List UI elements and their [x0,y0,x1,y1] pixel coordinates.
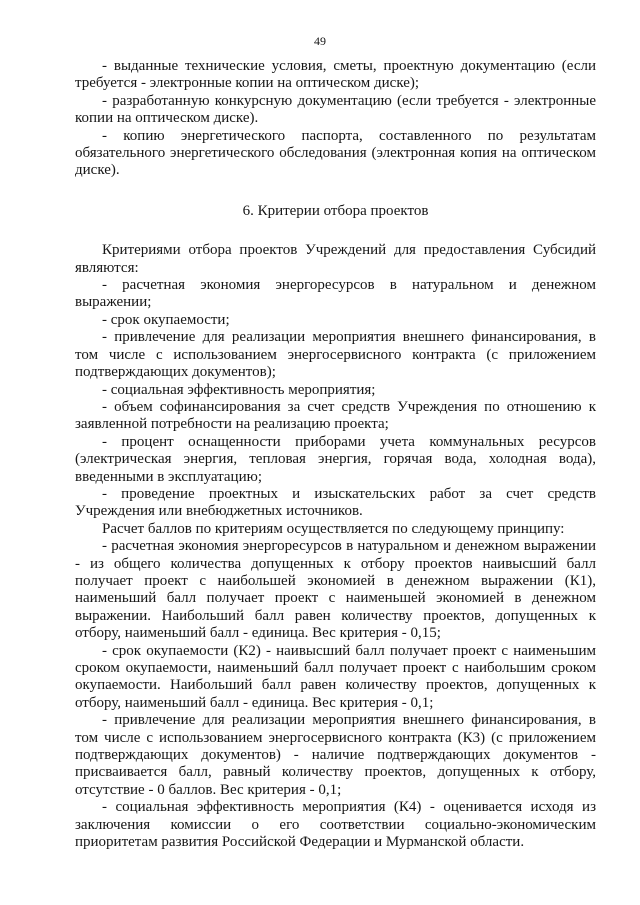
list-item: - социальная эффективность мероприятия; [102,381,376,398]
page-content [75,58,596,851]
list-item: - срок окупаемости (К2) - наивысший балл получает проект с наименьшим сроком окупаемости, наименьший балл получает проект с наибольшим сроком окупаемости. Наибольший балл равен количеству проектов, допущенных к отбору, наименьший балл - единица. Вес критерия - 0,1; [75,642,596,711]
paragraph: - выданные технические условия, сметы, проектную документацию (если требуется - электронные копии на оптическом диске); [75,58,596,92]
list-item: - социальная эффективность мероприятия (К4) - оценивается исходя из заключения комиссии о его соответствии социально-экономическим приоритетам развития Российской Федерации и Мурманской области. [75,799,596,851]
list-item: - привлечение для реализации мероприятия внешнего финансирования, в том числе с использованием энергосервисного контракта (К3) (с приложением подтверждающих документов) - наличие подтверждающих документов - присваивается балл, равный количеству проектов, допущенных к отбору, отсутствие - 0 баллов. Вес критерия - 0,1; [75,712,596,798]
list-item: - процент оснащенности приборами учета коммунальных ресурсов (электрическая энергия, тепловая энергия, горячая вода, холодная вода), введенными в эксплуатацию; [75,433,596,485]
section-heading: 6. Критерии отбора проектов [242,202,429,219]
page-number: 49 [314,34,326,48]
paragraph: - разработанную конкурсную документацию (если требуется - электронные копии на оптическом диске). [75,92,596,127]
list-item: - срок окупаемости; [102,311,230,328]
list-item: - расчетная экономия энергоресурсов в натуральном и денежном выражении - из общего количества допущенных к отбору проектов наивысший балл получает проект с наибольшей экономией в денежном выражении (К1), наименьший балл получает проект с наименьшей экономией в денежном выражении. Наибольший балл равен количеству проектов, допущенных к отбору, наименьший балл - единица. Вес критерия - 0,15; [75,538,596,642]
list-item: - объем софинансирования за счет средств Учреждения по отношению к заявленной потребности на реализацию проекта; [75,398,596,433]
list-item: - проведение проектных и изыскательских работ за счет средств Учреждения или внебюджетных источников. [75,485,596,520]
paragraph: Расчет баллов по критериям осуществляется по следующему принципу: [102,520,565,537]
list-item: - привлечение для реализации мероприятия внешнего финансирования, в том числе с использованием энергосервисного контракта (с приложением подтверждающих документов); [75,329,596,381]
paragraph: Критериями отбора проектов Учреждений для предоставления Субсидий являются: [75,242,596,276]
list-item: - расчетная экономия энергоресурсов в натуральном и денежном выражении; [75,277,596,311]
paragraph: - копию энергетического паспорта, составленного по результатам обязательного энергетического обследования (электронная копия на оптическом диске). [75,127,596,179]
